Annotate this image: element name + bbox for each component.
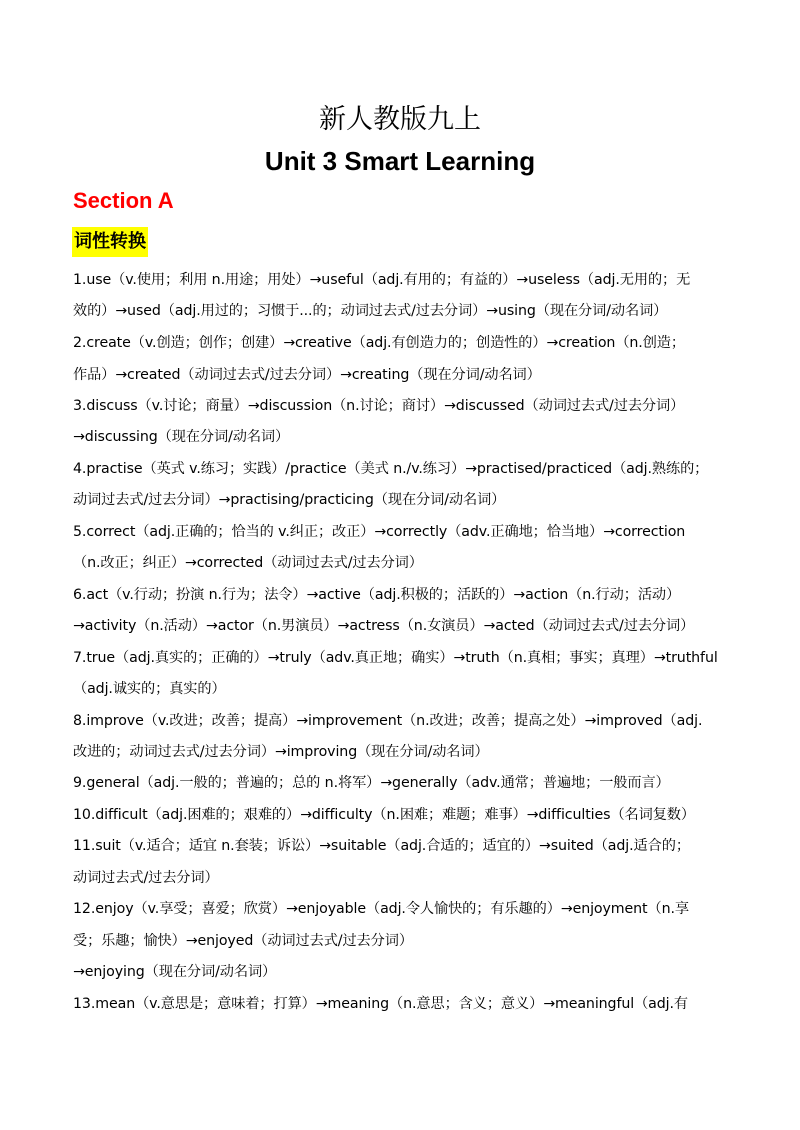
text-line: 10.difficult（adj.困难的；艰难的）→difficulty（n.困难；难题；难事）→difficulties（名词复数） (73, 807, 695, 823)
text-line: →activity（n.活动）→actor（n.男演员）→actress（n.女演员）→acted（动词过去式/过去分词） (73, 618, 695, 634)
text-line: 3.discuss（v.讨论；商量）→discussion（n.讨论；商讨）→discussed（动词过去式/过去分词） (73, 398, 685, 414)
text-line: 1.use（v.使用；利用 n.用途；用处）→useful（adj.有用的；有益的）→useless（adj.无用的；无 (73, 272, 691, 288)
text-line: 12.enjoy（v.享受；喜爱；欣赏）→enjoyable（adj.令人愉快的；有乐趣的）→enjoyment（n.享 (73, 901, 689, 917)
document-title: 新人教版九上 (319, 104, 481, 135)
text-line: （adj.诚实的；真实的） (73, 681, 226, 697)
text-line: 受；乐趣；愉快）→enjoyed（动词过去式/过去分词） (73, 933, 413, 949)
text-line: 8.improve（v.改进；改善；提高）→improvement（n.改进；改善；提高之处）→improved（adj. (73, 713, 703, 729)
text-line: 动词过去式/过去分词）→practising/practicing（现在分词/动名词） (73, 492, 506, 508)
section-heading: Section A (73, 188, 174, 213)
text-line: 6.act（v.行动；扮演 n.行为；法令）→active（adj.积极的；活跃的）→action（n.行动；活动） (73, 587, 681, 603)
text-line: 2.create（v.创造；创作；创建）→creative（adj.有创造力的；创造性的）→creation（n.创造； (73, 335, 685, 351)
text-line: 改进的；动词过去式/过去分词）→improving（现在分词/动名词） (73, 744, 489, 760)
text-line: 作品）→created（动词过去式/过去分词）→creating（现在分词/动名词） (73, 367, 541, 383)
text-line: （n.改正；纠正）→corrected（动词过去式/过去分词） (73, 555, 423, 571)
text-line: 5.correct（adj.正确的；恰当的 v.纠正；改正）→correctly（adv.正确地；恰当地）→correction (73, 524, 686, 540)
text-line: →discussing（现在分词/动名词） (73, 429, 290, 445)
text-line: →enjoying（现在分词/动名词） (73, 964, 277, 980)
text-line: 4.practise（英式 v.练习；实践）/practice（美式 n./v.练习）→practised/practiced（adj.熟练的； (73, 461, 709, 477)
subheading-highlight: 词性转换 (72, 227, 148, 257)
text-line: 13.mean（v.意思是；意味着；打算）→meaning（n.意思；含义；意义）→meaningful（adj.有 (73, 996, 689, 1012)
unit-title: Unit 3 Smart Learning (264, 146, 536, 176)
text-line: 9.general（adj.一般的；普遍的；总的 n.将军）→generally（adv.通常；普遍地；一般而言） (73, 775, 670, 791)
text-line: 7.true（adj.真实的；正确的）→truly（adv.真正地；确实）→truth（n.真相；事实；真理）→truthful (73, 650, 718, 666)
text-line: 动词过去式/过去分词） (73, 870, 219, 886)
text-line: 11.suit（v.适合；适宜 n.套装；诉讼）→suitable（adj.合适的；适宜的）→suited（adj.适合的； (73, 838, 690, 854)
text-line: 效的）→used（adj.用过的；习惯于...的；动词过去式/过去分词）→using（现在分词/动名词） (73, 303, 668, 319)
